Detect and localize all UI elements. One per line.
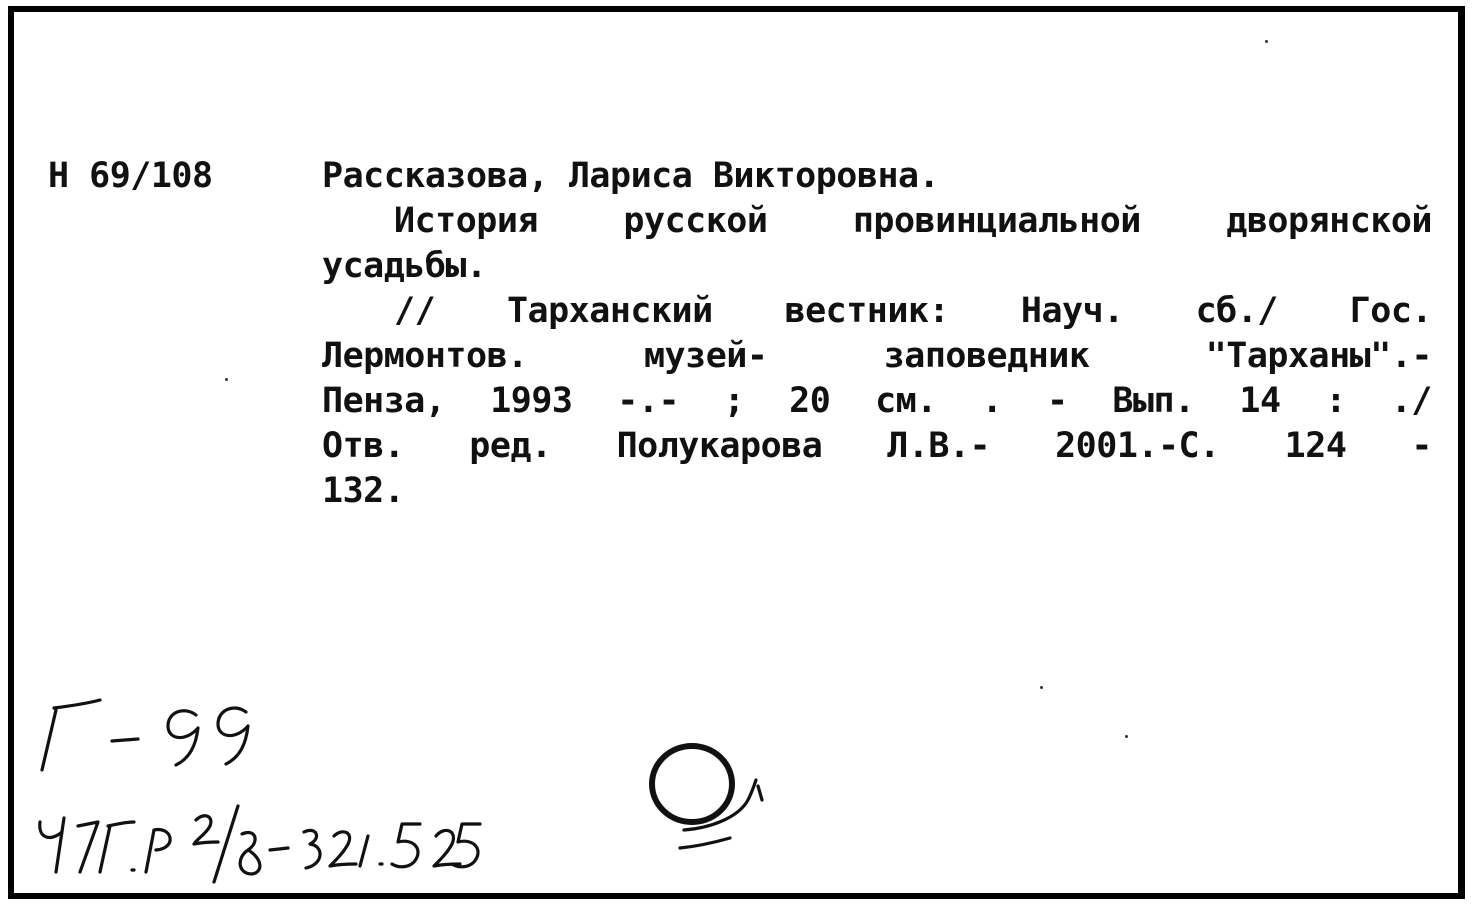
- source-word: заповедник: [883, 336, 1090, 376]
- source-word: ред.: [469, 426, 552, 466]
- pages-end-line: 132.: [322, 471, 405, 511]
- source-word: 14: [1239, 381, 1281, 421]
- handwritten-classification: [40, 806, 480, 882]
- source-word: вестник:: [784, 291, 950, 331]
- source-word: 1993: [490, 381, 573, 421]
- source-word: ;: [723, 381, 745, 421]
- source-word: Л.В.-: [887, 426, 991, 466]
- source-word: Лермонтов.: [322, 336, 528, 376]
- call-number: Н 69/108: [48, 156, 213, 196]
- source-word: "Тарханы".-: [1205, 336, 1432, 376]
- source-word: :: [1325, 381, 1346, 421]
- handwritten-shelf-mark: [42, 700, 248, 770]
- source-word: ./: [1390, 381, 1432, 421]
- author-line: Рассказова, Лариса Викторовна.: [322, 156, 940, 196]
- source-word: .: [981, 381, 1003, 421]
- source-word: Гос.: [1349, 291, 1432, 331]
- title-word: дворянской: [1226, 201, 1432, 241]
- source-word: см.: [875, 381, 937, 421]
- source-word: Тарханский: [506, 291, 713, 331]
- source-word: 2001.-С.: [1055, 426, 1220, 466]
- source-word: Пенза,: [322, 381, 446, 421]
- title-word: провинциальной: [852, 201, 1141, 241]
- title-word: История: [394, 201, 539, 241]
- source-word: музей-: [643, 336, 768, 376]
- source-word: Науч.: [1020, 291, 1124, 331]
- source-word: //: [394, 291, 436, 331]
- source-word: Вып.: [1112, 381, 1195, 421]
- source-word: -.-: [617, 381, 680, 421]
- source-word: 124: [1284, 426, 1347, 466]
- source-word: Полукарова: [616, 426, 823, 466]
- source-word: Отв.: [322, 426, 405, 466]
- source-word: -: [1046, 381, 1068, 421]
- circle-stamp-mark: [652, 746, 762, 848]
- source-word: 20: [789, 381, 831, 421]
- title-line-continued: усадьбы.: [322, 246, 487, 286]
- source-word: сб./: [1195, 291, 1278, 331]
- title-word: русской: [623, 201, 768, 241]
- source-word: -: [1411, 426, 1432, 466]
